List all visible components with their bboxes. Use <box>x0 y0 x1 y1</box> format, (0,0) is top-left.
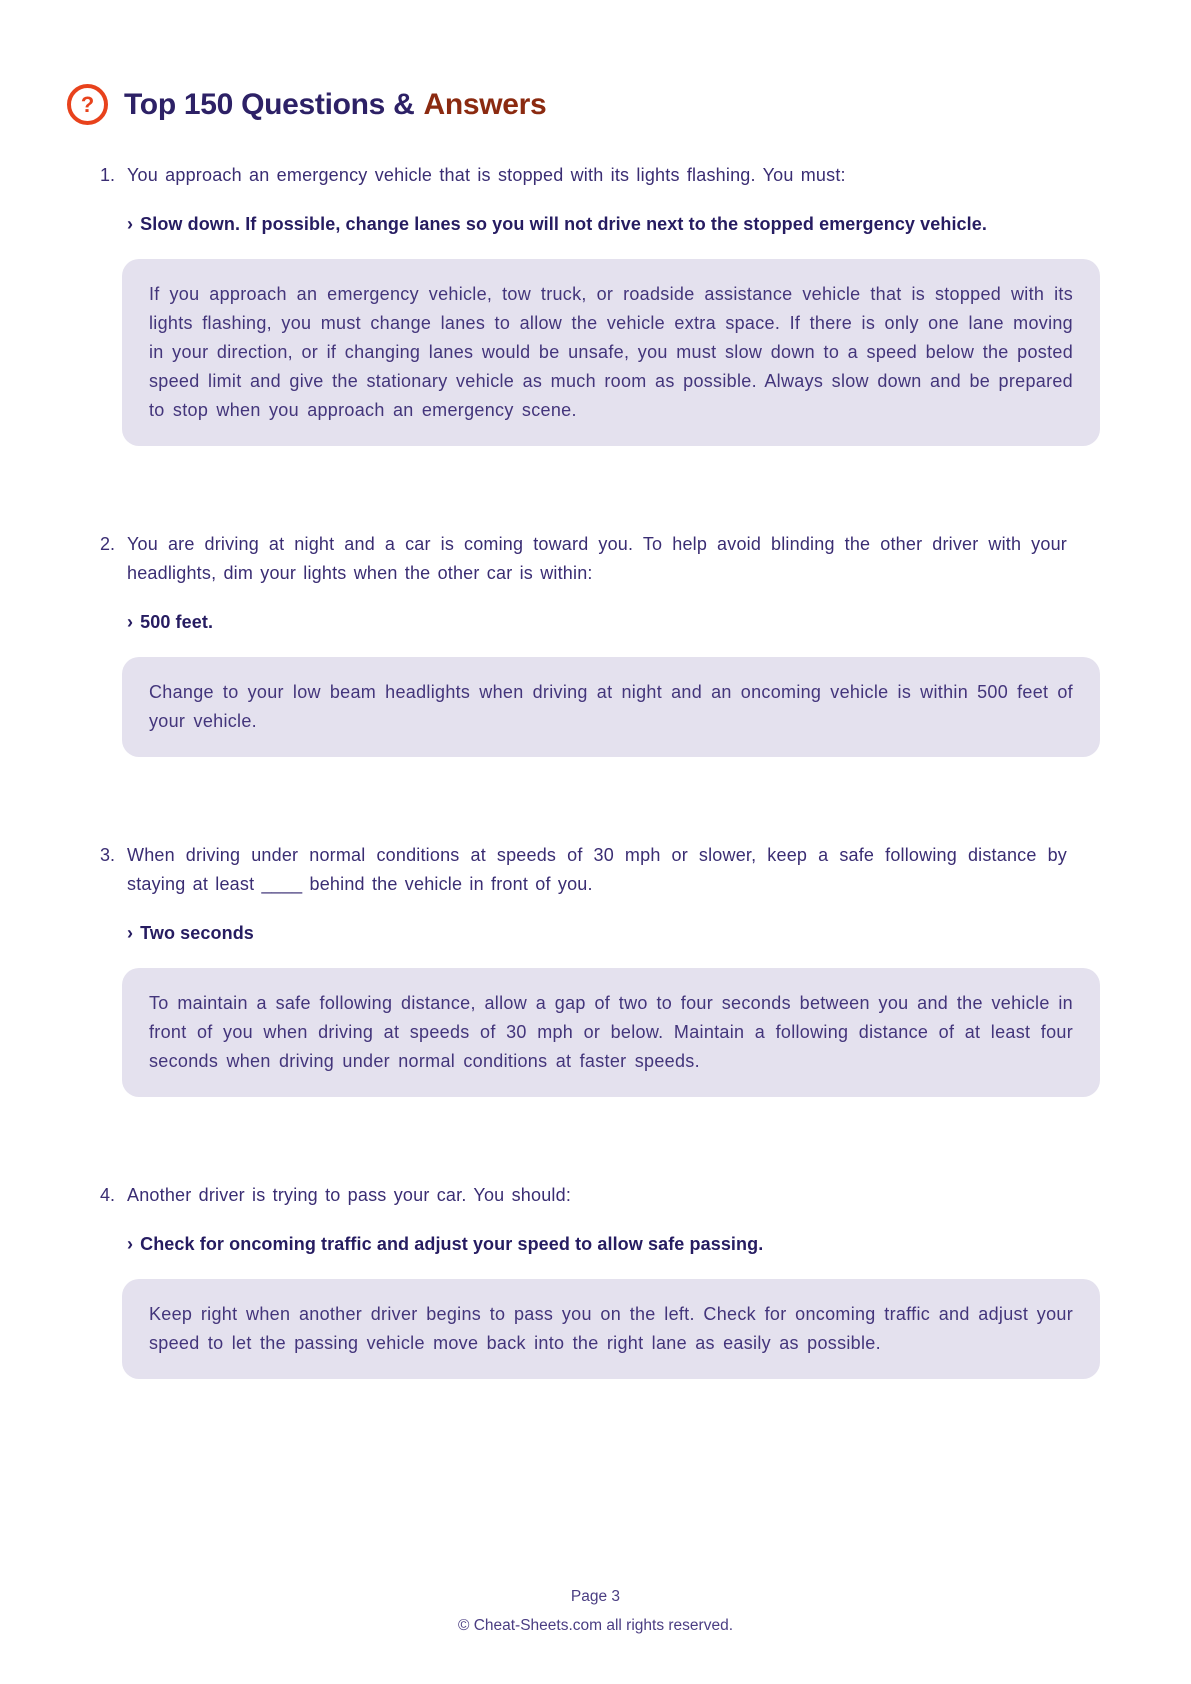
page-title <box>124 88 546 122</box>
answer-chevron-icon: › <box>127 1234 134 1254</box>
answer-text: 500 feet. <box>140 612 214 632</box>
answer-chevron-icon: › <box>127 923 134 943</box>
question-mark-glyph: ? <box>80 91 95 117</box>
answer-text: Slow down. If possible, change lanes so you will not drive next to the stopped emergency vehicle. <box>140 214 987 234</box>
explanation-box: Keep right when another driver begins to pass you on the left. Check for oncoming traffic and adjust your speed to let the passing vehicle move back into the right lane as easily as possible. <box>122 1279 1100 1379</box>
question-text: You are driving at night and a car is coming toward you. To help avoid blinding the other driver with your headlights, dim your lights when the other car is within: <box>127 534 1067 583</box>
page-header <box>0 0 1191 125</box>
answer-line <box>127 608 1062 637</box>
answer-text: Two seconds <box>140 923 254 943</box>
question-row <box>100 530 1067 588</box>
question-text: Another driver is trying to pass your car. You should: <box>127 1185 572 1205</box>
question-number: 3. <box>100 845 116 865</box>
answer-line <box>127 919 1062 948</box>
question-number: 4. <box>100 1185 116 1205</box>
answer-line <box>127 1230 1062 1259</box>
qa-item-3 <box>100 841 1100 1097</box>
explanation-box: Change to your low beam headlights when driving at night and an oncoming vehicle is within 500 feet of your vehicle. <box>122 657 1100 757</box>
page-number: Page 3 <box>570 1588 621 1605</box>
page-footer <box>0 1584 1191 1639</box>
question-row <box>100 841 1067 899</box>
answer-chevron-icon: › <box>127 612 134 632</box>
question-number: 2. <box>100 534 116 554</box>
qa-list <box>100 161 1100 1379</box>
question-text: You approach an emergency vehicle that is stopped with its lights flashing. You must: <box>127 165 846 185</box>
answer-chevron-icon: › <box>127 214 134 234</box>
explanation-box: To maintain a safe following distance, allow a gap of two to four seconds between you and the vehicle in front of you when driving at speeds of 30 mph or below. Maintain a following distance of at least four seconds when driving under normal conditions at faster speeds. <box>122 968 1100 1097</box>
qa-item-1 <box>100 161 1100 446</box>
question-mark-icon <box>67 84 108 125</box>
page-title-main: Top 150 Questions & <box>124 87 415 121</box>
question-text: When driving under normal conditions at speeds of 30 mph or slower, keep a safe following distance by staying at least ____ behind the vehicle in front of you. <box>127 845 1067 894</box>
copyright-notice: © Cheat-Sheets.com all rights reserved. <box>457 1617 734 1634</box>
question-row <box>100 1181 1067 1210</box>
qa-item-2 <box>100 530 1100 757</box>
qa-item-4 <box>100 1181 1100 1379</box>
answer-line <box>127 210 1062 239</box>
question-row <box>100 161 1067 190</box>
page-title-accent: Answers <box>423 87 547 121</box>
question-number: 1. <box>100 165 116 185</box>
answer-text: Check for oncoming traffic and adjust your speed to allow safe passing. <box>140 1234 764 1254</box>
explanation-box: If you approach an emergency vehicle, tow truck, or roadside assistance vehicle that is stopped with its lights flashing, you must change lanes to allow the vehicle extra space. If there is only one lane moving in your direction, or if changing lanes would be unsafe, you must slow down to a speed below the posted speed limit and give the stationary vehicle as much room as possible. Always slow down and be prepared to stop when you approach an emergency scene. <box>122 259 1100 446</box>
